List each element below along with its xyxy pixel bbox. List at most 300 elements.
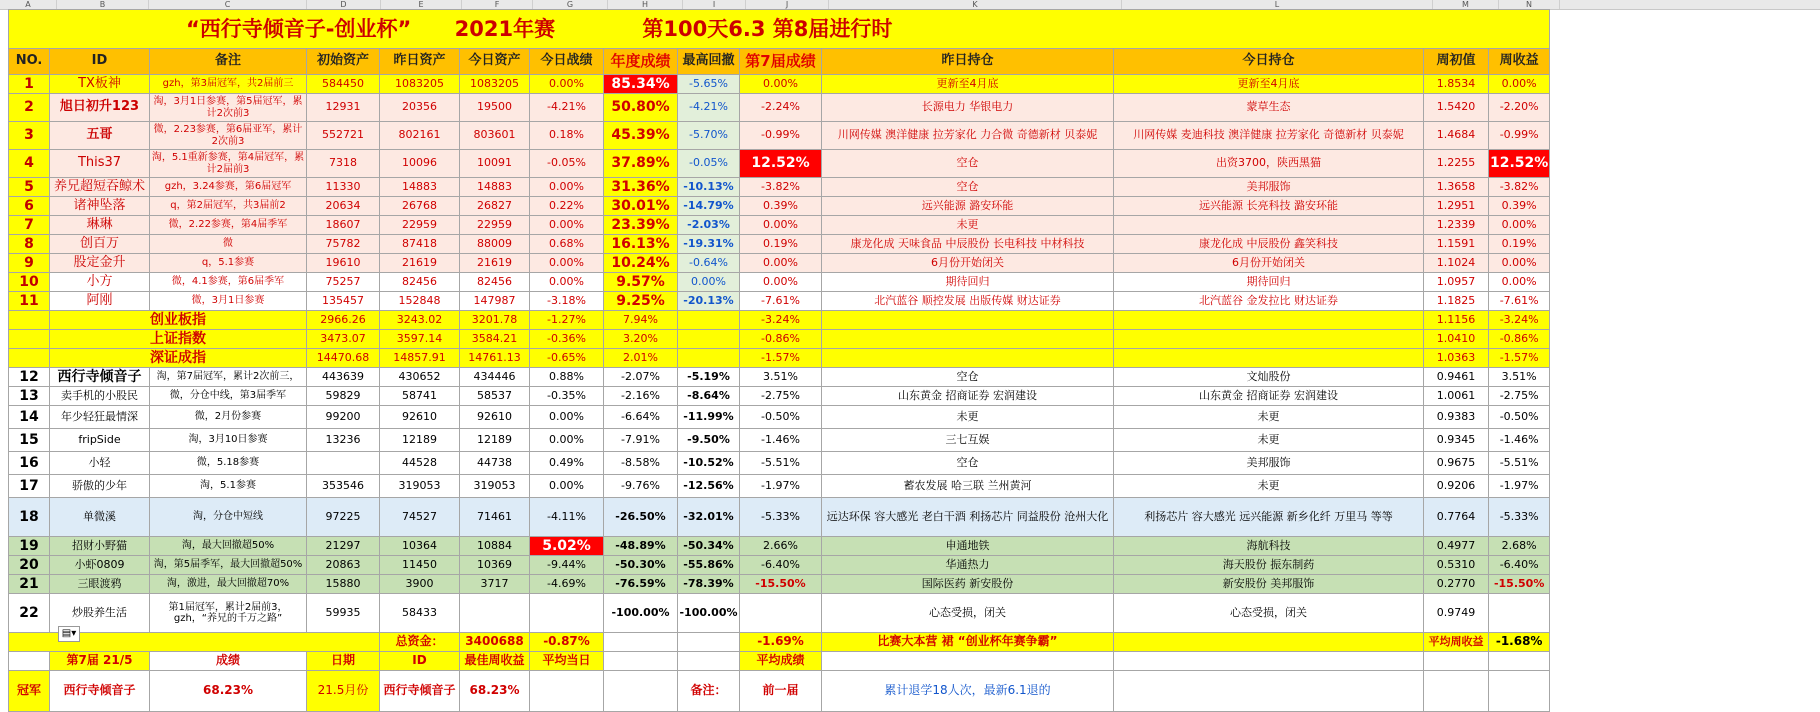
- yesterday-holdings-cell[interactable]: 远达环保 容大感光 老白干酒 利扬芯片 同益股份 沧州大化: [822, 498, 1114, 537]
- index-name-cell[interactable]: 创业板指: [50, 311, 307, 330]
- annual-result-cell[interactable]: -50.30%: [604, 556, 678, 575]
- season7-result-cell[interactable]: -3.82%: [740, 178, 822, 197]
- today-assets-cell[interactable]: 22959: [460, 216, 530, 235]
- today-holdings-cell[interactable]: 远兴能源 长亮科技 潞安环能: [1114, 197, 1424, 216]
- col-header-j[interactable]: J: [746, 0, 829, 9]
- today-holdings-cell[interactable]: 蒙草生态: [1114, 94, 1424, 122]
- annual-result-cell[interactable]: -8.58%: [604, 452, 678, 475]
- today-holdings-cell[interactable]: [1114, 349, 1424, 368]
- champion-label-cell[interactable]: 冠军: [9, 671, 50, 712]
- today-change-cell[interactable]: -0.36%: [530, 330, 604, 349]
- col-header-a[interactable]: A: [0, 0, 57, 9]
- max-drawdown-cell[interactable]: -55.86%: [678, 556, 740, 575]
- yesterday-assets-cell[interactable]: 58741: [380, 387, 460, 406]
- yesterday-assets-cell[interactable]: 26768: [380, 197, 460, 216]
- today-holdings-cell[interactable]: 未更: [1114, 429, 1424, 452]
- max-drawdown-cell[interactable]: 0.00%: [678, 273, 740, 292]
- season7-result-cell[interactable]: -6.40%: [740, 556, 822, 575]
- today-change-cell[interactable]: -0.65%: [530, 349, 604, 368]
- today-holdings-cell[interactable]: [1114, 311, 1424, 330]
- week-return-cell[interactable]: 2.68%: [1489, 537, 1550, 556]
- annual-result-cell[interactable]: 9.25%: [604, 292, 678, 311]
- initial-assets-cell[interactable]: 7318: [307, 150, 380, 178]
- season7-result-cell[interactable]: -15.50%: [740, 575, 822, 594]
- player-id-cell[interactable]: 诸神坠落: [50, 197, 150, 216]
- season7-result-cell[interactable]: 0.00%: [740, 216, 822, 235]
- note-label-cell[interactable]: 备注：: [678, 671, 740, 712]
- yesterday-value-cell[interactable]: 3597.14: [380, 330, 460, 349]
- yesterday-assets-cell[interactable]: 14883: [380, 178, 460, 197]
- blank-cell[interactable]: [678, 652, 740, 671]
- rank-cell[interactable]: 1: [9, 75, 50, 94]
- annual-result-cell[interactable]: 31.36%: [604, 178, 678, 197]
- season7-result-cell[interactable]: -2.24%: [740, 94, 822, 122]
- season7-result-cell[interactable]: -0.99%: [740, 122, 822, 150]
- annual-result-cell[interactable]: 16.13%: [604, 235, 678, 254]
- yesterday-assets-cell[interactable]: 74527: [380, 498, 460, 537]
- rank-cell[interactable]: 22: [9, 594, 50, 633]
- note-cell[interactable]: 微，3月1日参赛: [150, 292, 307, 311]
- season7-result-cell[interactable]: [740, 594, 822, 633]
- initial-assets-cell[interactable]: 21297: [307, 537, 380, 556]
- average-today-value[interactable]: -0.87%: [530, 633, 604, 652]
- initial-assets-cell[interactable]: 13236: [307, 429, 380, 452]
- yesterday-assets-cell[interactable]: 22959: [380, 216, 460, 235]
- champion-id-cell[interactable]: 西行寺倾音子: [380, 671, 460, 712]
- week-return-cell[interactable]: 0.00%: [1489, 216, 1550, 235]
- max-drawdown-cell[interactable]: -8.64%: [678, 387, 740, 406]
- week-initial-cell[interactable]: 1.1825: [1424, 292, 1489, 311]
- note-cell[interactable]: 淘，分仓中短线: [150, 498, 307, 537]
- rank-cell[interactable]: 14: [9, 406, 50, 429]
- rank-cell[interactable]: 3: [9, 122, 50, 150]
- col-header-e[interactable]: E: [381, 0, 462, 9]
- yesterday-holdings-cell[interactable]: 康龙化成 天味食品 中辰股份 长电科技 中材科技: [822, 235, 1114, 254]
- note-cell[interactable]: 淘，第5届季军，最大回撤超50%: [150, 556, 307, 575]
- yesterday-assets-cell[interactable]: 11450: [380, 556, 460, 575]
- week-return-cell[interactable]: 0.00%: [1489, 273, 1550, 292]
- max-drawdown-cell[interactable]: -10.52%: [678, 452, 740, 475]
- annual-result-cell[interactable]: -6.64%: [604, 406, 678, 429]
- week-return-cell[interactable]: -1.97%: [1489, 475, 1550, 498]
- season7-result-cell[interactable]: -0.50%: [740, 406, 822, 429]
- season7-change-cell[interactable]: -3.24%: [740, 311, 822, 330]
- annual-result-cell[interactable]: 50.80%: [604, 94, 678, 122]
- tournament-camp-text[interactable]: 比赛大本营 裙 “创业杯年赛争霸”: [822, 633, 1114, 652]
- yesterday-assets-cell[interactable]: 58433: [380, 594, 460, 633]
- blank-cell[interactable]: [822, 652, 1114, 671]
- rank-cell[interactable]: 8: [9, 235, 50, 254]
- rank-cell[interactable]: 16: [9, 452, 50, 475]
- today-result-cell[interactable]: 0.00%: [530, 475, 604, 498]
- yesterday-holdings-cell[interactable]: 北汽蓝谷 顺控发展 出版传媒 财达证券: [822, 292, 1114, 311]
- rank-cell[interactable]: 18: [9, 498, 50, 537]
- season7-result-cell[interactable]: 0.00%: [740, 254, 822, 273]
- note-cell[interactable]: 淘，5.1参赛: [150, 475, 307, 498]
- today-value-cell[interactable]: 14761.13: [460, 349, 530, 368]
- week-return-cell[interactable]: -0.86%: [1489, 330, 1550, 349]
- annual-result-cell[interactable]: -2.07%: [604, 368, 678, 387]
- week-return-cell[interactable]: -2.20%: [1489, 94, 1550, 122]
- today-result-cell[interactable]: 0.68%: [530, 235, 604, 254]
- rank-cell[interactable]: 19: [9, 537, 50, 556]
- blank-cell[interactable]: [530, 671, 604, 712]
- week-initial-cell[interactable]: 1.1591: [1424, 235, 1489, 254]
- annual-result-cell[interactable]: -7.91%: [604, 429, 678, 452]
- annual-change-cell[interactable]: 3.20%: [604, 330, 678, 349]
- yesterday-assets-cell[interactable]: 3900: [380, 575, 460, 594]
- today-holdings-cell[interactable]: 出资3700，陕西黑猫: [1114, 150, 1424, 178]
- today-result-cell[interactable]: 0.88%: [530, 368, 604, 387]
- max-drawdown-cell[interactable]: -20.13%: [678, 292, 740, 311]
- note-cell[interactable]: q，5.1参赛: [150, 254, 307, 273]
- yesterday-assets-cell[interactable]: 20356: [380, 94, 460, 122]
- average-week-label[interactable]: 平均周收益: [1424, 633, 1489, 652]
- header-cell[interactable]: 今日战绩: [530, 49, 604, 75]
- header-cell[interactable]: 第7届成绩: [740, 49, 822, 75]
- yesterday-assets-cell[interactable]: 82456: [380, 273, 460, 292]
- max-drawdown-cell[interactable]: -19.31%: [678, 235, 740, 254]
- yesterday-holdings-cell[interactable]: 空仓: [822, 178, 1114, 197]
- rank-cell[interactable]: 7: [9, 216, 50, 235]
- blank-cell[interactable]: [1489, 671, 1550, 712]
- col-header-h[interactable]: H: [608, 0, 683, 9]
- blank-cell[interactable]: [604, 652, 678, 671]
- player-id-cell[interactable]: 招财小野猫: [50, 537, 150, 556]
- today-result-cell[interactable]: 0.00%: [530, 273, 604, 292]
- season7-result-cell[interactable]: -5.51%: [740, 452, 822, 475]
- yesterday-holdings-cell[interactable]: 期待回归: [822, 273, 1114, 292]
- initial-assets-cell[interactable]: 20634: [307, 197, 380, 216]
- yesterday-holdings-cell[interactable]: 蓄农发展 哈三联 兰州黄河: [822, 475, 1114, 498]
- yesterday-assets-cell[interactable]: 10364: [380, 537, 460, 556]
- today-holdings-cell[interactable]: 心态受损，闭关: [1114, 594, 1424, 633]
- today-result-cell[interactable]: -4.11%: [530, 498, 604, 537]
- week-return-cell[interactable]: -5.51%: [1489, 452, 1550, 475]
- blank-cell[interactable]: [1114, 671, 1424, 712]
- initial-assets-cell[interactable]: 20863: [307, 556, 380, 575]
- col-header-f[interactable]: F: [462, 0, 533, 9]
- yesterday-assets-cell[interactable]: 10096: [380, 150, 460, 178]
- initial-value-cell[interactable]: 2966.26: [307, 311, 380, 330]
- max-drawdown-cell[interactable]: -50.34%: [678, 537, 740, 556]
- week-return-cell[interactable]: -7.61%: [1489, 292, 1550, 311]
- annual-result-cell[interactable]: 37.89%: [604, 150, 678, 178]
- week-initial-cell[interactable]: 0.2770: [1424, 575, 1489, 594]
- week-initial-cell[interactable]: 0.9749: [1424, 594, 1489, 633]
- yesterday-holdings-cell[interactable]: 空仓: [822, 452, 1114, 475]
- rank-cell[interactable]: 15: [9, 429, 50, 452]
- initial-assets-cell[interactable]: 552721: [307, 122, 380, 150]
- today-holdings-cell[interactable]: [1114, 330, 1424, 349]
- season7-result-cell[interactable]: -5.33%: [740, 498, 822, 537]
- player-id-cell[interactable]: 股定金升: [50, 254, 150, 273]
- rank-cell[interactable]: 9: [9, 254, 50, 273]
- week-return-cell[interactable]: -3.24%: [1489, 311, 1550, 330]
- max-drawdown-cell[interactable]: -5.19%: [678, 368, 740, 387]
- col-header-b[interactable]: B: [57, 0, 149, 9]
- week-return-cell[interactable]: -1.57%: [1489, 349, 1550, 368]
- header-cell[interactable]: 昨日持仓: [822, 49, 1114, 75]
- initial-assets-cell[interactable]: 12931: [307, 94, 380, 122]
- yesterday-holdings-cell[interactable]: 川网传媒 澳洋健康 拉芳家化 力合微 奇德新材 贝泰妮: [822, 122, 1114, 150]
- header-cell[interactable]: 年度成绩: [604, 49, 678, 75]
- week-initial-cell[interactable]: 0.9383: [1424, 406, 1489, 429]
- season7-result-cell[interactable]: 0.19%: [740, 235, 822, 254]
- today-assets-cell[interactable]: 10884: [460, 537, 530, 556]
- player-id-cell[interactable]: 骄傲的少年: [50, 475, 150, 498]
- today-result-cell[interactable]: -0.05%: [530, 150, 604, 178]
- player-id-cell[interactable]: 卖手机的小股民: [50, 387, 150, 406]
- average-today-header-cell[interactable]: 平均当日: [530, 652, 604, 671]
- player-id-cell[interactable]: 单微溪: [50, 498, 150, 537]
- today-holdings-cell[interactable]: 美邦服饰: [1114, 452, 1424, 475]
- max-drawdown-cell[interactable]: -14.79%: [678, 197, 740, 216]
- rank-cell[interactable]: 10: [9, 273, 50, 292]
- annual-result-cell[interactable]: 9.57%: [604, 273, 678, 292]
- yesterday-holdings-cell[interactable]: 空仓: [822, 150, 1114, 178]
- max-drawdown-cell[interactable]: -0.05%: [678, 150, 740, 178]
- today-result-cell[interactable]: 0.22%: [530, 197, 604, 216]
- note-cell[interactable]: 淘，3月1日参赛，第5届冠军，累计2次前3: [150, 94, 307, 122]
- initial-assets-cell[interactable]: [307, 452, 380, 475]
- today-holdings-cell[interactable]: 北汽蓝谷 金发拉比 财达证券: [1114, 292, 1424, 311]
- week-initial-cell[interactable]: 0.9675: [1424, 452, 1489, 475]
- rank-cell[interactable]: 11: [9, 292, 50, 311]
- season7-result-cell[interactable]: 12.52%: [740, 150, 822, 178]
- header-cell[interactable]: 初始资产: [307, 49, 380, 75]
- week-return-cell[interactable]: -1.46%: [1489, 429, 1550, 452]
- initial-assets-cell[interactable]: 11330: [307, 178, 380, 197]
- week-return-cell[interactable]: -6.40%: [1489, 556, 1550, 575]
- week-initial-cell[interactable]: 1.1024: [1424, 254, 1489, 273]
- player-id-cell[interactable]: 小轻: [50, 452, 150, 475]
- week-return-cell[interactable]: -2.75%: [1489, 387, 1550, 406]
- today-assets-cell[interactable]: 434446: [460, 368, 530, 387]
- col-header-n[interactable]: N: [1499, 0, 1560, 9]
- season-label-cell[interactable]: 第7届 21/5: [50, 652, 150, 671]
- week-initial-cell[interactable]: 1.2339: [1424, 216, 1489, 235]
- player-id-cell[interactable]: 炒股养生活: [50, 594, 150, 633]
- max-drawdown-cell[interactable]: [678, 349, 740, 368]
- season7-result-cell[interactable]: -1.46%: [740, 429, 822, 452]
- week-initial-cell[interactable]: 0.7764: [1424, 498, 1489, 537]
- today-holdings-cell[interactable]: 新安股份 美邦服饰: [1114, 575, 1424, 594]
- note-cell[interactable]: 微，2.22参赛，第4届季军: [150, 216, 307, 235]
- today-holdings-cell[interactable]: 利扬芯片 容大感光 远兴能源 新乡化纤 万里马 等等: [1114, 498, 1424, 537]
- yesterday-holdings-cell[interactable]: 6月份开始闭关: [822, 254, 1114, 273]
- today-assets-cell[interactable]: 319053: [460, 475, 530, 498]
- note-cell[interactable]: 淘，5.1重新参赛，第4届冠军，累计2届前3: [150, 150, 307, 178]
- player-id-cell[interactable]: 养兄超短吞鲸术: [50, 178, 150, 197]
- yesterday-holdings-cell[interactable]: 心态受损，闭关: [822, 594, 1114, 633]
- total-funds-value[interactable]: 3400688: [460, 633, 530, 652]
- week-return-cell[interactable]: -0.99%: [1489, 122, 1550, 150]
- initial-assets-cell[interactable]: 75257: [307, 273, 380, 292]
- annual-result-cell[interactable]: -9.76%: [604, 475, 678, 498]
- yesterday-assets-cell[interactable]: 319053: [380, 475, 460, 498]
- note-cell[interactable]: 微，分仓中线，第3届季军: [150, 387, 307, 406]
- header-cell[interactable]: 最高回撤: [678, 49, 740, 75]
- max-drawdown-cell[interactable]: -4.21%: [678, 94, 740, 122]
- week-initial-cell[interactable]: 1.0957: [1424, 273, 1489, 292]
- player-id-cell[interactable]: 阿刚: [50, 292, 150, 311]
- max-drawdown-cell[interactable]: -10.13%: [678, 178, 740, 197]
- note-cell[interactable]: 淘，第7届冠军，累计2次前三，: [150, 368, 307, 387]
- yesterday-holdings-cell[interactable]: [822, 349, 1114, 368]
- player-id-cell[interactable]: fripSide: [50, 429, 150, 452]
- annual-result-cell[interactable]: 30.01%: [604, 197, 678, 216]
- today-holdings-cell[interactable]: 山东黄金 招商证券 宏润建设: [1114, 387, 1424, 406]
- season7-result-cell[interactable]: 0.00%: [740, 273, 822, 292]
- today-result-cell[interactable]: -3.18%: [530, 292, 604, 311]
- max-drawdown-cell[interactable]: -78.39%: [678, 575, 740, 594]
- today-result-cell[interactable]: 0.00%: [530, 216, 604, 235]
- season7-change-cell[interactable]: -1.57%: [740, 349, 822, 368]
- col-header-k[interactable]: K: [829, 0, 1122, 9]
- today-holdings-cell[interactable]: [1114, 216, 1424, 235]
- player-id-cell[interactable]: 小方: [50, 273, 150, 292]
- initial-assets-cell[interactable]: 97225: [307, 498, 380, 537]
- today-result-cell[interactable]: [530, 594, 604, 633]
- rank-cell[interactable]: 12: [9, 368, 50, 387]
- today-value-cell[interactable]: 3584.21: [460, 330, 530, 349]
- date-header-cell[interactable]: 日期: [307, 652, 380, 671]
- season7-change-cell[interactable]: -0.86%: [740, 330, 822, 349]
- annual-result-cell[interactable]: -26.50%: [604, 498, 678, 537]
- note-cell[interactable]: gzh，第3届冠军，共2届前三: [150, 75, 307, 94]
- blank-cell[interactable]: [1424, 652, 1489, 671]
- today-assets-cell[interactable]: 58537: [460, 387, 530, 406]
- col-header-i[interactable]: I: [683, 0, 746, 9]
- rank-cell[interactable]: 21: [9, 575, 50, 594]
- week-initial-cell[interactable]: 1.1156: [1424, 311, 1489, 330]
- yesterday-holdings-cell[interactable]: 更新至4月底: [822, 75, 1114, 94]
- initial-assets-cell[interactable]: 135457: [307, 292, 380, 311]
- today-assets-cell[interactable]: 44738: [460, 452, 530, 475]
- yesterday-holdings-cell[interactable]: 未更: [822, 216, 1114, 235]
- blank-cell[interactable]: [604, 671, 678, 712]
- initial-value-cell[interactable]: 14470.68: [307, 349, 380, 368]
- blank-cell[interactable]: [1114, 652, 1424, 671]
- player-id-cell[interactable]: 年少轻狂最情深: [50, 406, 150, 429]
- annual-result-cell[interactable]: 85.34%: [604, 75, 678, 94]
- player-id-cell[interactable]: This37: [50, 150, 150, 178]
- season7-result-cell[interactable]: 0.00%: [740, 75, 822, 94]
- annual-result-cell[interactable]: 10.24%: [604, 254, 678, 273]
- today-assets-cell[interactable]: 3717: [460, 575, 530, 594]
- today-result-cell[interactable]: -0.35%: [530, 387, 604, 406]
- yesterday-assets-cell[interactable]: 1083205: [380, 75, 460, 94]
- today-assets-cell[interactable]: 71461: [460, 498, 530, 537]
- week-initial-cell[interactable]: 1.0363: [1424, 349, 1489, 368]
- blank-cell[interactable]: [678, 633, 740, 652]
- header-cell[interactable]: NO.: [9, 49, 50, 75]
- today-result-cell[interactable]: -9.44%: [530, 556, 604, 575]
- week-initial-cell[interactable]: 1.8534: [1424, 75, 1489, 94]
- player-id-cell[interactable]: 小虾0809: [50, 556, 150, 575]
- player-id-cell[interactable]: 三眼渡鸦: [50, 575, 150, 594]
- today-assets-cell[interactable]: 92610: [460, 406, 530, 429]
- note-cell[interactable]: gzh，3.24参赛，第6届冠军: [150, 178, 307, 197]
- note-cell[interactable]: 微，2.23参赛，第6届亚军，累计2次前3: [150, 122, 307, 150]
- today-result-cell[interactable]: 0.18%: [530, 122, 604, 150]
- today-value-cell[interactable]: 3201.78: [460, 311, 530, 330]
- blank-cell[interactable]: [1424, 671, 1489, 712]
- best-week-header-cell[interactable]: 最佳周收益: [460, 652, 530, 671]
- today-holdings-cell[interactable]: 美邦服饰: [1114, 178, 1424, 197]
- player-id-cell[interactable]: 西行寺倾音子: [50, 368, 150, 387]
- initial-assets-cell[interactable]: 18607: [307, 216, 380, 235]
- note-cell[interactable]: 淘，激进，最大回撤超70%: [150, 575, 307, 594]
- yesterday-assets-cell[interactable]: 152848: [380, 292, 460, 311]
- week-initial-cell[interactable]: 0.9206: [1424, 475, 1489, 498]
- note-cell[interactable]: 淘，最大回撤超50%: [150, 537, 307, 556]
- yesterday-assets-cell[interactable]: 802161: [380, 122, 460, 150]
- total-funds-label[interactable]: 总资金：: [380, 633, 460, 652]
- yesterday-assets-cell[interactable]: 44528: [380, 452, 460, 475]
- col-header-l[interactable]: L: [1122, 0, 1433, 9]
- player-id-cell[interactable]: TX板神: [50, 75, 150, 94]
- col-header-g[interactable]: G: [533, 0, 608, 9]
- note-cell[interactable]: 微，5.18参赛: [150, 452, 307, 475]
- week-return-cell[interactable]: -5.33%: [1489, 498, 1550, 537]
- week-initial-cell[interactable]: 1.3658: [1424, 178, 1489, 197]
- header-cell[interactable]: 今日资产: [460, 49, 530, 75]
- today-assets-cell[interactable]: 88009: [460, 235, 530, 254]
- week-initial-cell[interactable]: 1.0410: [1424, 330, 1489, 349]
- week-return-cell[interactable]: 0.00%: [1489, 254, 1550, 273]
- header-cell[interactable]: 今日持仓: [1114, 49, 1424, 75]
- max-drawdown-cell[interactable]: -12.56%: [678, 475, 740, 498]
- initial-assets-cell[interactable]: 15880: [307, 575, 380, 594]
- max-drawdown-cell[interactable]: -5.65%: [678, 75, 740, 94]
- yesterday-holdings-cell[interactable]: 远兴能源 潞安环能: [822, 197, 1114, 216]
- today-holdings-cell[interactable]: 期待回归: [1114, 273, 1424, 292]
- today-result-cell[interactable]: 0.00%: [530, 254, 604, 273]
- today-assets-cell[interactable]: 10369: [460, 556, 530, 575]
- today-result-cell[interactable]: -4.69%: [530, 575, 604, 594]
- week-return-cell[interactable]: -3.82%: [1489, 178, 1550, 197]
- today-result-cell[interactable]: 0.00%: [530, 429, 604, 452]
- max-drawdown-cell[interactable]: -5.70%: [678, 122, 740, 150]
- yesterday-holdings-cell[interactable]: 国际医药 新安股份: [822, 575, 1114, 594]
- header-cell[interactable]: 备注: [150, 49, 307, 75]
- annual-result-cell[interactable]: -48.89%: [604, 537, 678, 556]
- season7-result-cell[interactable]: -1.97%: [740, 475, 822, 498]
- annual-result-cell[interactable]: -100.00%: [604, 594, 678, 633]
- week-return-cell[interactable]: 0.19%: [1489, 235, 1550, 254]
- rank-cell[interactable]: [9, 311, 50, 330]
- today-assets-cell[interactable]: [460, 594, 530, 633]
- index-name-cell[interactable]: 上证指数: [50, 330, 307, 349]
- today-assets-cell[interactable]: 19500: [460, 94, 530, 122]
- rank-cell[interactable]: 4: [9, 150, 50, 178]
- max-drawdown-cell[interactable]: [678, 330, 740, 349]
- blank-cell[interactable]: [1114, 633, 1424, 652]
- yesterday-value-cell[interactable]: 3243.02: [380, 311, 460, 330]
- today-assets-cell[interactable]: 21619: [460, 254, 530, 273]
- week-return-cell[interactable]: 3.51%: [1489, 368, 1550, 387]
- annual-result-cell[interactable]: -2.16%: [604, 387, 678, 406]
- note-cell[interactable]: 微: [150, 235, 307, 254]
- yesterday-holdings-cell[interactable]: 华通热力: [822, 556, 1114, 575]
- max-drawdown-cell[interactable]: -11.99%: [678, 406, 740, 429]
- max-drawdown-cell[interactable]: [678, 311, 740, 330]
- title-cell[interactable]: [9, 10, 1550, 49]
- initial-assets-cell[interactable]: 443639: [307, 368, 380, 387]
- col-header-d[interactable]: D: [307, 0, 381, 9]
